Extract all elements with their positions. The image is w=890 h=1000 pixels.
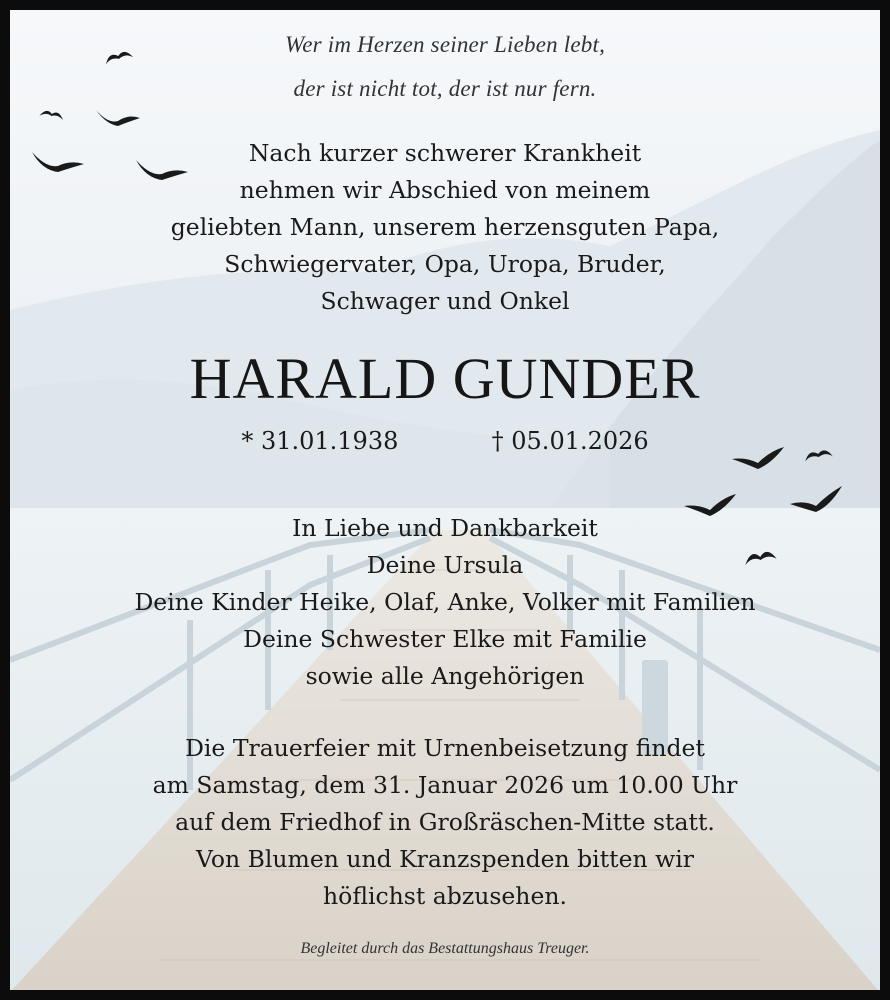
announcement-line: nehmen wir Abschied von meinem: [239, 176, 651, 204]
ceremony-line: Die Trauerfeier mit Urnenbeisetzung findet: [185, 734, 705, 762]
announcement-line: Nach kurzer schwerer Krankheit: [248, 139, 642, 167]
funeral-home-credit: Begleitet durch das Bestattungshaus Treuger.: [300, 940, 590, 957]
mourner-line: sowie alle Angehörigen: [305, 662, 585, 690]
death-date: † 05.01.2026: [491, 427, 649, 455]
ceremony-line: Von Blumen und Kranzspenden bitten wir: [196, 845, 694, 873]
mourner-line: Deine Ursula: [366, 551, 524, 579]
motto-line: der ist nicht tot, der ist nur fern.: [293, 76, 597, 101]
ceremony-line: am Samstag, dem 31. Januar 2026 um 10.00 Uhr: [152, 771, 738, 799]
ceremony-line: auf dem Friedhof in Großräschen-Mitte statt.: [175, 808, 715, 836]
life-dates: [10, 427, 880, 455]
announcement-line: geliebten Mann, unserem herzensguten Papa,: [170, 213, 720, 241]
birth-date: * 31.01.1938: [241, 427, 399, 455]
announcement-line: Schwager und Onkel: [320, 287, 570, 315]
mourner-line: In Liebe und Dankbarkeit: [292, 514, 598, 542]
mourner-line: Deine Schwester Elke mit Familie: [243, 625, 647, 653]
announcement-line: Schwiegervater, Opa, Uropa, Bruder,: [224, 250, 666, 278]
deceased-name: HARALD GUNDER: [189, 346, 701, 411]
motto-line: Wer im Herzen seiner Lieben lebt,: [284, 32, 606, 57]
ceremony-line: höflichst abzusehen.: [323, 882, 567, 910]
notice-text: [10, 10, 880, 990]
mourner-line: Deine Kinder Heike, Olaf, Anke, Volker mit Familien: [134, 588, 756, 616]
